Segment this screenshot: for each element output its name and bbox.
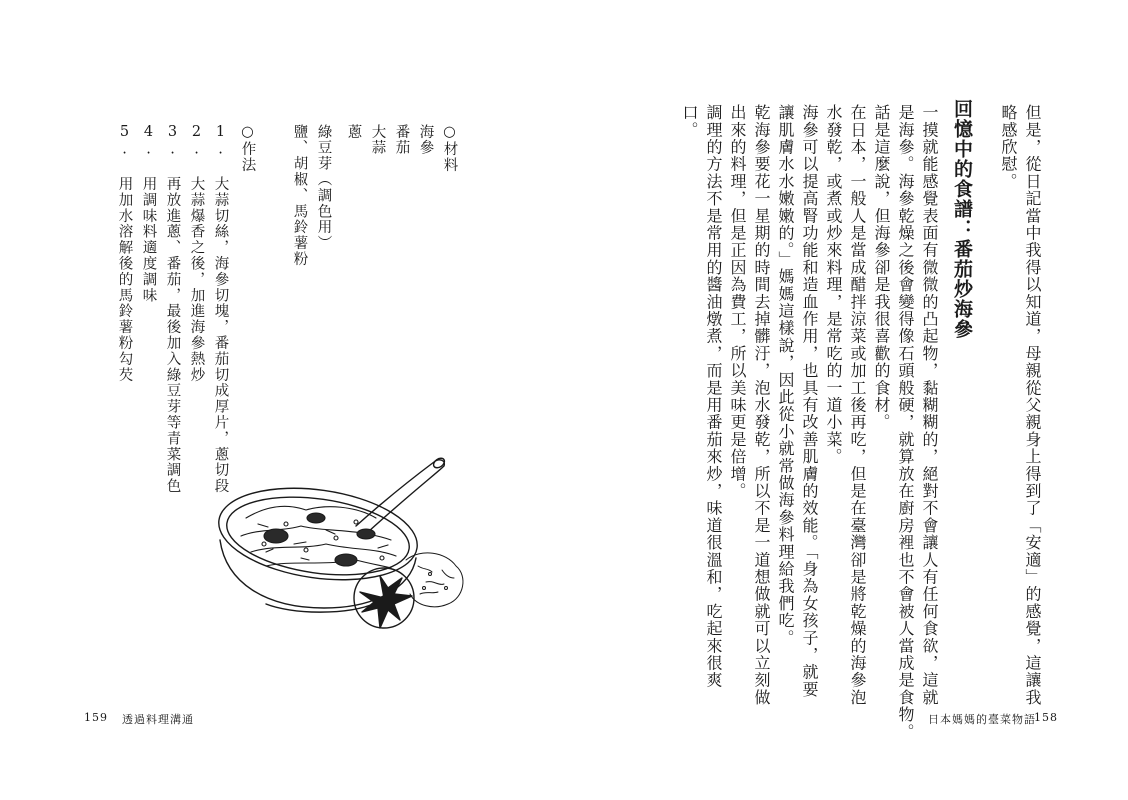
right-page: [564, 0, 1128, 800]
body-text-line: 讓肌膚水水嫩嫩的。」媽媽這樣說，因此從小就常做海參料理給我們吃。: [776, 104, 795, 647]
body-text-line: 口。: [680, 104, 699, 139]
ingredient-item: 番茄: [393, 124, 410, 156]
section-heading: 回憶中的食譜：番茄炒海參: [951, 99, 973, 339]
ingredients-header: ○材料: [441, 124, 458, 174]
ingredient-item: 鹽、胡椒、馬鈴薯粉: [291, 124, 308, 268]
body-text-line: 略感欣慰。: [999, 104, 1018, 190]
body-text-line: 一摸就能感覺表面有微微的凸起物，黏糊糊的，絕對不會讓人有任何食欲，這就: [920, 104, 939, 706]
ingredient-item: 蔥: [345, 124, 362, 140]
body-text-line: 乾海參要花一星期的時間去掉髒汙，泡水發乾，所以不是一道想做就可以立刻做: [752, 104, 771, 706]
body-text-line: 在日本，一般人是當成醋拌涼菜或加工後再吃，但是在臺灣卻是將乾燥的海參泡: [848, 104, 867, 706]
ingredient-item: 大蒜: [369, 124, 386, 156]
body-text-line: 海參可以提高腎功能和造血作用，也具有改善肌膚的效能。「身為女孩子，就要: [800, 104, 819, 698]
body-text-line: 但是，從日記當中我得以知道，母親從父親身上得到了「安適」的感覺，這讓我: [1023, 104, 1042, 706]
body-text-line: 話是這麼說，但海參卻是我很喜歡的食材。: [872, 104, 891, 431]
method-step: 2. 大蒜爆香之後，加進海參熱炒: [188, 124, 205, 383]
tomato-drawing: [354, 568, 414, 628]
method-step: 4. 用調味料適度調味: [140, 124, 157, 304]
method-step: 5. 用加水溶解後的馬鈴薯粉勾芡: [116, 124, 133, 383]
body-text-line: 是海參。海參乾燥之後會變得像石頭般硬，就算放在廚房裡也不會被人當成是食物。: [896, 104, 915, 741]
body-text-line: 調理的方法不是常用的醬油燉煮，而是用番茄來炒，味道很溫和，吃起來很爽: [704, 104, 723, 689]
running-footer-title: 透過料理溝通: [122, 713, 194, 726]
ingredient-item: 綠豆芽（調色用）: [315, 124, 332, 252]
method-header: ○作法: [239, 124, 256, 174]
body-text-line: 水發乾，或煮或炒來料理，是常吃的一道小菜。: [824, 104, 843, 466]
food-drawing: [241, 506, 396, 568]
dish-illustration: [206, 448, 476, 638]
page-number: 158: [1034, 711, 1058, 724]
ingredient-item: 海參: [417, 124, 434, 156]
method-step: 3. 再放進蔥、番茄，最後加入綠豆芽等青菜調色: [164, 124, 181, 495]
method-step: 1. 大蒜切絲，海參切塊，番茄切成厚片，蔥切段: [212, 124, 229, 495]
running-footer-title: 日本媽媽的臺菜物語: [928, 713, 1036, 726]
page-number: 159: [84, 711, 108, 724]
spoon-drawing: [356, 456, 446, 532]
body-text-line: 出來的料理，但是正因為費工，所以美味更是倍增。: [728, 104, 747, 500]
